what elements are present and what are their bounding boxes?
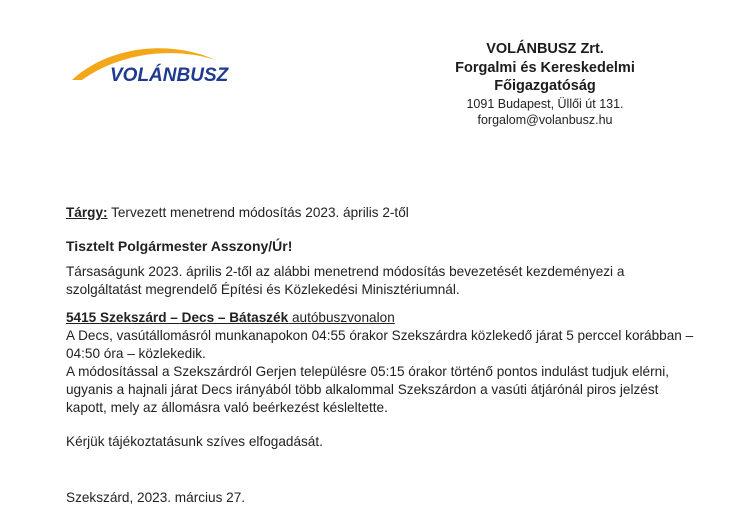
volanbusz-logo xyxy=(66,40,256,88)
route-heading: 5415 Szekszárd – Decs – Bátaszék xyxy=(66,310,289,325)
sender-department-line1: Forgalmi és Kereskedelmi xyxy=(455,59,635,76)
route-heading-suffix: autóbuszvonalon xyxy=(288,310,395,325)
route-paragraph-1: A Decs, vasútállomásról munkanapokon 04:55 órakor Szekszárdra közlekedő járat 5 perccel korábban – 04:50 óra – közlekedik. xyxy=(66,328,694,362)
route-title xyxy=(66,309,698,327)
sender-department-line2: Főigazgatóság xyxy=(494,78,596,95)
volanbusz-swoosh-icon xyxy=(66,40,256,88)
logo-text: VOLÁNBUSZ xyxy=(110,65,229,86)
subject-label: Tárgy: xyxy=(66,205,108,220)
closing-line: Kérjük tájékoztatásunk szíves elfogadását. xyxy=(66,434,323,449)
greeting: Tisztelt Polgármester Asszony/Úr! xyxy=(66,238,293,254)
intro-paragraph: Társaságunk 2023. április 2-től az alábbi menetrend módosítás bevezetését kezdeményezi a szolgáltatást megrendelő Építési és Közlekedési Minisztériumnál. xyxy=(66,264,625,298)
sender-address: 1091 Budapest, Üllői út 131. xyxy=(466,96,624,111)
sender-company: VOLÁNBUSZ Zrt. xyxy=(486,41,604,57)
sender-email: forgalom@volanbusz.hu xyxy=(477,112,613,127)
route-paragraph-2: A módosítással a Szekszárdról Gerjen településre 05:15 órakor történő pontos indulást tudjuk elérni, ugyanis a hajnali járat Decs irányából több alkalommal Szekszárdon a vasúti átjárónál piros jelzést kapott, mely az állomásra való beérkezést késleltette. xyxy=(66,364,669,416)
date-line: Szekszárd, 2023. március 27. xyxy=(66,490,246,505)
subject-text: Tervezett menetrend módosítás 2023. április 2-től xyxy=(111,205,409,220)
route-section xyxy=(66,309,698,417)
subject-line xyxy=(66,204,698,222)
sender-block xyxy=(400,40,690,128)
